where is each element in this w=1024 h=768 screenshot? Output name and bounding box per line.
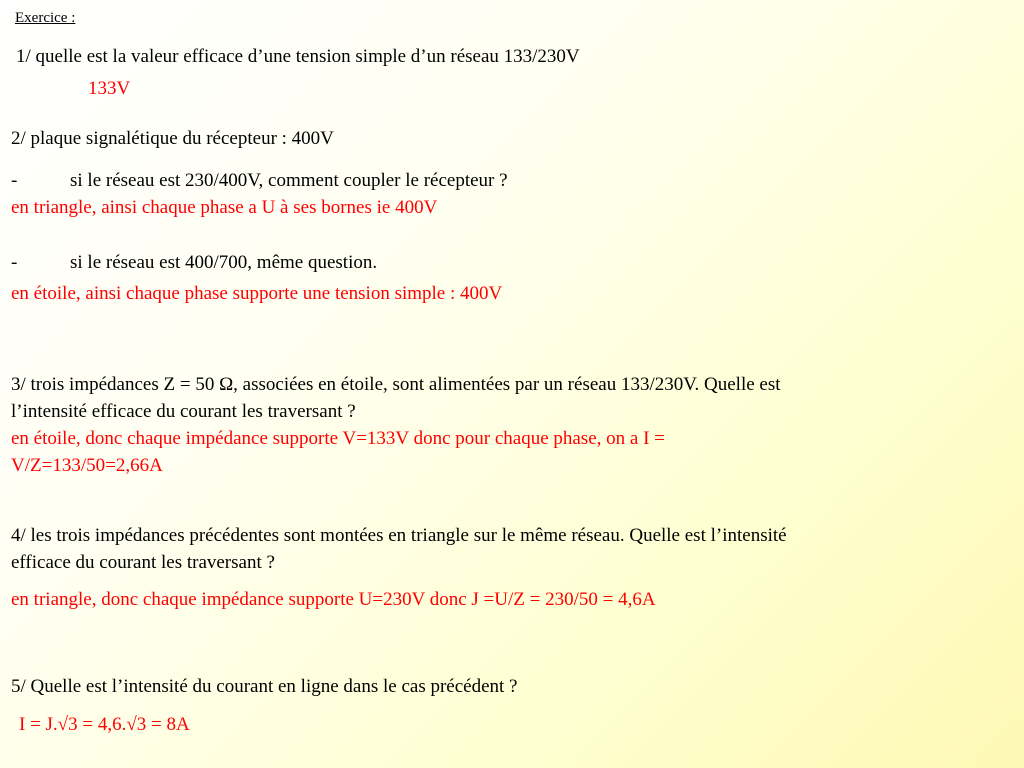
- answer-4: en triangle, donc chaque impédance supporte U=230V donc J =U/Z = 230/50 = 4,6A: [11, 589, 656, 610]
- question-3-line-2: l’intensité efficace du courant les traversant ?: [11, 401, 356, 422]
- question-4-line-2: efficace du courant les traversant ?: [11, 552, 275, 573]
- question-4-line-1: 4/ les trois impédances précédentes sont montées en triangle sur le même réseau. Quelle est l’intensité: [11, 525, 787, 546]
- exercise-title: Exercice :: [15, 10, 76, 26]
- question-3-line-1: 3/ trois impédances Z = 50 Ω, associées en étoile, sont alimentées par un réseau 133/230V. Quelle est: [11, 374, 781, 395]
- bullet-dash: -: [11, 252, 18, 273]
- answer-3-line-1: en étoile, donc chaque impédance supporte V=133V donc pour chaque phase, on a I =: [11, 428, 665, 449]
- answer-3-line-2: V/Z=133/50=2,66A: [11, 455, 163, 476]
- answer-2a: en triangle, ainsi chaque phase a U à ses bornes ie 400V: [11, 197, 438, 218]
- question-2b-text: si le réseau est 400/700, même question.: [70, 252, 378, 273]
- question-1: 1/ quelle est la valeur efficace d’une tension simple d’un réseau 133/230V: [16, 46, 580, 67]
- answer-2b: en étoile, ainsi chaque phase supporte une tension simple : 400V: [11, 283, 503, 304]
- answer-5: I = J.√3 = 4,6.√3 = 8A: [19, 714, 190, 735]
- question-2-intro: 2/ plaque signalétique du récepteur : 400V: [11, 128, 334, 149]
- question-5: 5/ Quelle est l’intensité du courant en ligne dans le cas précédent ?: [11, 676, 518, 697]
- answer-1: 133V: [88, 78, 131, 99]
- question-2a-text: si le réseau est 230/400V, comment coupler le récepteur ?: [70, 170, 508, 191]
- bullet-dash: -: [11, 170, 18, 191]
